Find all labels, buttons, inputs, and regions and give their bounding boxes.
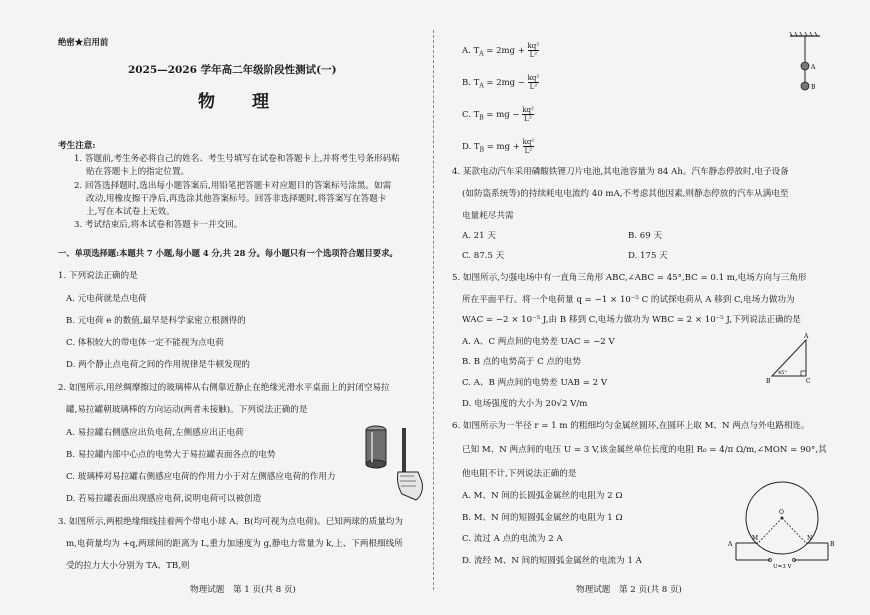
ring-label-a: A [728,541,733,548]
q6-option: C. 流过 A 点的电流为 2 A [462,534,563,544]
q6-option: D. 流经 M、N 间的短圆弧金属丝的电流为 1 A [462,556,642,566]
q1-option: B. 元电荷 e 的数值,最早是科学家密立根测得的 [66,316,246,326]
q4-option: B. 69 天 [628,231,663,241]
q3-stem: 3. 如图所示,两根绝缘细线挂着两个带电小球 A、B(均可视为点电荷)。已知两球的质量均为 [58,517,403,527]
q5-stem: WAC = −2 × 10⁻⁵ J,由 B 移到 C,电场力做功为 WBC = 2 × 10⁻⁵ J,下列说法正确的是 [462,315,801,325]
q4-stem: 4. 某款电动汽车采用磷酸铁锂刀片电池,其电池容量为 84 Ah。汽车静态停放时,电子设备 [452,167,789,177]
q5-option: D. 电场强度的大小为 20√2 V/m [462,399,588,409]
q2-stem: 罐,易拉罐朝玻璃棒的方向运动(两者未接触)。下列说法正确的是 [66,405,308,415]
notice-line: 上,写在本试卷上无效。 [86,207,175,217]
secret-label: 绝密★启用前 [58,37,109,47]
q6-option: B. M、N 间的短圆弧金属丝的电阻为 1 Ω [462,513,623,523]
notice-line: 改动,用橡皮擦干净后,再选涂其他答案标号。回答非选择题时,将答案写在答题卡 [86,194,387,204]
ring-label-n: N [807,535,813,542]
q6-stem: 已知 M、N 两点间的电压 U = 3 V,该金属丝单位长度的电阻 R₀ = 4/π Ω/m,∠MON = 90°,其 [462,445,827,455]
ring-label-m: M [752,535,759,542]
q5-stem: 5. 如图所示,匀强电场中有一直角三角形 ABC,∠ABC = 45°,BC = 0.1 m,电场方向与三角形 [452,273,807,283]
q5-option: B. B 点的电势高于 C 点的电势 [462,357,581,367]
q5-option: A. A、C 两点间的电势差 UAC = −2 V [462,337,615,347]
q6-option: A. M、N 间的长圆弧金属丝的电阻为 2 Ω [462,491,623,501]
q2-option: D. 若易拉罐表面出现感应电荷,说明电荷可以被创造 [66,494,262,504]
notice-heading: 考生注意: [58,141,96,151]
q1-option: A. 元电荷就是点电荷 [66,294,147,304]
q6-stem: 6. 如图所示为一半径 r = 1 m 的粗细均匀金属丝圆环,在圆环上取 M、N 两点与外电路相连。 [452,421,810,431]
q3-option-d: D. $T_B$ = mg + $\frac{\text{kq²}}{\text{L²}}$ [462,138,535,155]
q1-option: C. 体积较大的带电体一定不能视为点电荷 [66,338,224,348]
notice-line: 3. 考试结束后,将本试卷和答题卡一并交回。 [74,220,243,230]
q6-stem: 他电阻不计,下列说法正确的是 [462,469,577,479]
page-left [0,0,430,615]
q2-stem: 2. 如图所示,用丝绸摩擦过的玻璃棒从右侧靠近静止在绝缘光滑水平桌面上的封闭空易拉 [58,383,390,393]
q1-stem: 1. 下列说法正确的是 [58,271,138,281]
q3-option-c: C. $T_B$ = mg − $\frac{\text{kq²}}{\text{L²}}$ [462,106,534,123]
q4-stem: (如防盗系统等)的持续耗电电流约 40 mA,不考虑其他因素,则静态停放的汽车从满电至 [462,189,789,199]
page-right [440,0,870,615]
ring-circuit-figure [728,478,835,570]
triangle-label-a: A [804,333,809,340]
ring-label-o: O [779,509,784,516]
q3-option-b: B. $T_A = 2mg$ − $\frac{\text{kq²}}{\text{L²}}$ [462,74,540,91]
q4-option: C. 87.5 天 [462,251,505,261]
q2-option: B. 易拉罐内部中心点的电势大于易拉罐表面各点的电势 [66,450,276,460]
q4-option: A. 21 天 [462,231,496,241]
q2-option: A. 易拉罐右侧感应出负电荷,左侧感应出正电荷 [66,428,244,438]
notice-line: 2. 回答选择题时,选出每小题答案后,用铅笔把答题卡对应题目的答案标号涂黑。如需 [74,181,392,191]
q4-option: D. 175 天 [628,251,668,261]
q2-option: C. 玻璃棒对易拉罐右侧感应电荷的作用力小于对左侧感应电荷的作用力 [66,472,336,482]
subject-title: 物 理 [198,92,279,112]
q4-stem: 电量耗尽共需 [462,211,514,221]
fig-label-a: A [811,64,816,71]
q3-stem: m,电荷量均为 +q,两球间的距离为 L,重力加速度为 g,静电力常量为 k,上、下两根细线所 [66,539,403,549]
triangle-label-b: B [766,378,771,385]
page-footer: 物理试题 第 1 页(共 8 页) [190,585,296,595]
ring-label-b: B [830,541,835,548]
section-heading: 一、单项选择题:本题共 7 小题,每小题 4 分,共 28 分。每小题只有一个选项符合题目要求。 [58,248,398,258]
triangle-angle: 45° [778,370,787,376]
ring-label-u: U=3 V [773,564,792,570]
triangle-label-c: C [806,378,811,385]
exam-title: 2025—2026 学年高二年级阶段性测试(一) [128,64,337,76]
q3-option-a: A. $T_A = 2mg$ + $\frac{\text{kq²}}{\text{L²}}$ [462,42,540,59]
q3-stem: 受的拉力大小分别为 TA、TB,则 [66,561,190,571]
q1-option: D. 两个静止点电荷之间的作用规律是牛顿发现的 [66,360,250,370]
notice-line: 1. 答题前,考生务必将自己的姓名、考生号填写在试卷和答题卡上,并将考生号条形码粘 [74,154,400,164]
page-footer: 物理试题 第 2 页(共 8 页) [576,585,682,595]
triangle-figure [768,334,812,384]
fig-label-b: B [811,84,816,91]
q5-stem: 所在平面平行。将一个电荷量 q = −1 × 10⁻⁵ C 的试探电荷从 A 移到 C,电场力做功为 [462,295,795,305]
page-divider [433,30,434,590]
notice-line: 贴在答题卡上的指定位置。 [86,167,190,177]
hand-rod-figure [392,428,432,504]
q5-option: C. A、B 两点间的电势差 UAB = 2 V [462,378,608,388]
pendulum-figure [790,34,830,98]
